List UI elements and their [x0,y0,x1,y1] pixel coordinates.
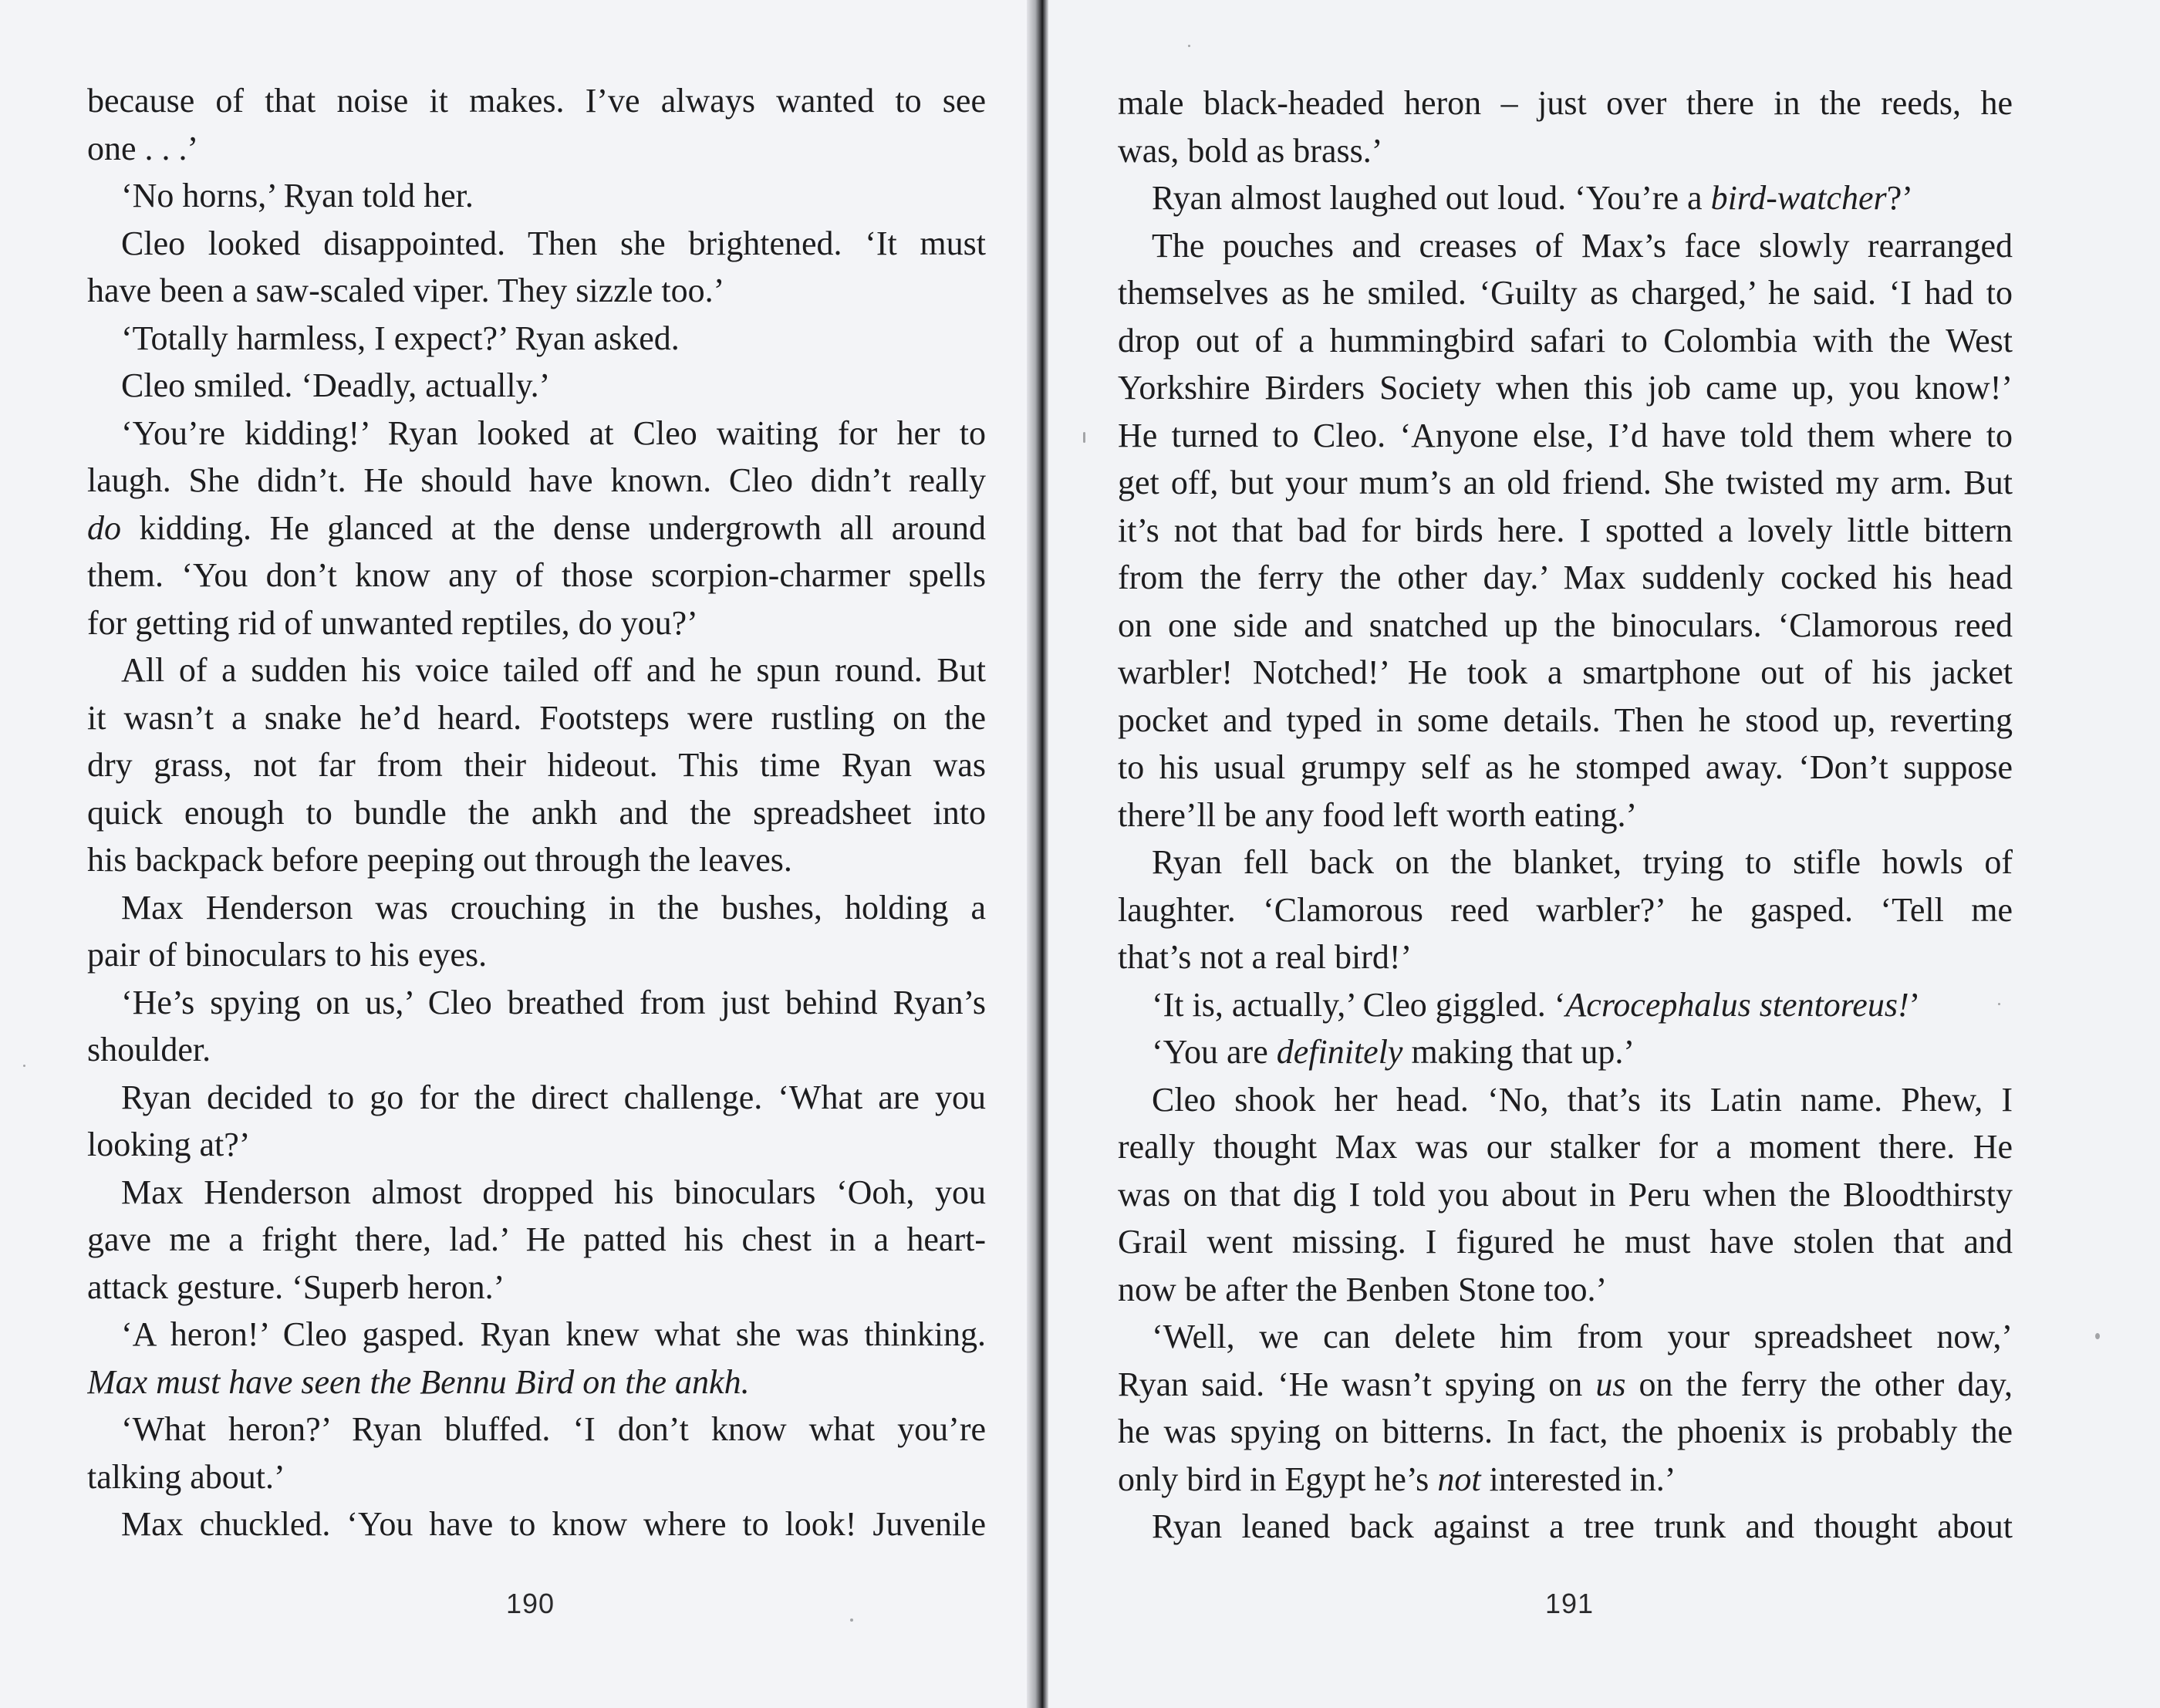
text-line [1118,1076,2013,1124]
text-run: his backpack before peeping out through the leaves. [87,841,792,879]
text-line [1118,1171,2013,1219]
text-line [1118,1361,2013,1409]
text-run: ‘No horns,’ Ryan told her. [121,177,474,214]
text-line [87,220,986,268]
text-run: dry grass, not far from their hideout. This time Ryan was [87,746,986,784]
text-line [87,1453,986,1501]
text-run: Max Henderson was crouching in the bushes, holding a [121,888,986,927]
text-line [1118,412,2013,460]
text-run: one . . .’ [87,129,199,167]
text-line [87,646,986,694]
text-run: them. ‘You don’t know any of those scorpion-charmer spells [87,556,986,594]
text-line [1118,1408,2013,1456]
text-line [1118,507,2013,555]
text-line [87,1121,986,1169]
text-line [87,789,986,837]
text-run: Ryan fell back on the blanket, trying to stifle howls of [1152,843,2013,881]
text-run: he was spying on bitterns. In fact, the phoenix is probably the [1118,1413,2013,1450]
text-line [87,599,986,647]
text-line [87,1500,986,1548]
text-line [87,979,986,1027]
text-line [87,172,986,220]
text-run: interested in.’ [1480,1460,1676,1498]
text-run: quick enough to bundle the ankh and the spreadsheet into [87,793,986,832]
text-line [1118,459,2013,507]
italic-text: definitely [1276,1033,1403,1071]
text-run: get off, but your mum’s an old friend. She twisted my arm. But [1118,464,2013,501]
text-run: Grail went missing. I figured he must have stolen that and [1118,1223,2013,1261]
italic-text: not [1437,1460,1481,1498]
text-line [87,1406,986,1453]
text-run: Ryan almost laughed out loud. ‘You’re a [1152,179,1711,217]
italic-text: bird-watcher [1710,179,1887,217]
scan-speck [1188,45,1190,47]
text-line [87,315,986,363]
text-run: really thought Max was our stalker for a moment there. He [1118,1128,2013,1166]
text-run: gave me a fright there, lad.’ He patted his chest in a heart- [87,1220,986,1258]
text-run: laughter. ‘Clamorous reed warbler?’ he gasped. ‘Tell me [1118,890,2013,929]
text-line [87,362,986,410]
text-run: Ryan decided to go for the direct challenge. ‘What are you [121,1078,986,1116]
text-run: Max Henderson almost dropped his binoculars ‘Ooh, you [121,1173,986,1211]
text-run: pair of binoculars to his eyes. [87,936,488,974]
text-run: laugh. She didn’t. He should have known. Cleo didn’t really [87,461,986,499]
text-run: Ryan said. ‘He wasn’t spying on [1118,1365,1596,1403]
text-run: Cleo looked disappointed. Then she brightened. ‘It must [121,224,986,262]
text-run: ‘Totally harmless, I expect?’ Ryan asked. [121,319,680,357]
text-run: on the ferry the other day, [1625,1365,2013,1403]
text-run: ‘He’s spying on us,’ Cleo breathed from just behind Ryan’s [121,983,986,1021]
text-run: Ryan leaned back against a tree trunk and thought about [1152,1507,2013,1545]
text-run: The pouches and creases of Max’s face slowly rearranged [1152,226,2013,265]
text-run: only bird in Egypt he’s [1118,1460,1438,1498]
text-line [87,267,986,315]
text-line [87,694,986,742]
text-line [1118,1028,2013,1076]
text-run: themselves as he smiled. ‘Guilty as charged,’ he said. ‘I had to [1118,274,2013,312]
right-page-text [1118,79,2013,1551]
text-run: ‘You’re kidding!’ Ryan looked at Cleo waiting for her to [121,413,986,452]
text-run: have been a saw-scaled viper. They sizzle too.’ [87,272,725,309]
text-line [87,1169,986,1217]
text-line [87,125,986,173]
text-run: looking at?’ [87,1126,251,1163]
text-line [1118,1313,2013,1361]
text-line [1118,839,2013,886]
text-run: that’s not a real bird!’ [1118,938,1412,976]
italic-text: do [87,508,121,547]
text-run: was on that dig I told you about in Peru when the Bloodthirsty [1118,1175,2013,1213]
text-run: it wasn’t a snake he’d heard. Footsteps were rustling on the [87,698,986,737]
text-line [87,836,986,884]
text-run: making that up.’ [1402,1033,1635,1071]
text-line [1118,981,2013,1029]
text-run: male black-headed heron – just over there in the reeds, he [1118,84,2013,122]
text-run: ‘Well, we can delete him from your spreadsheet now,’ [1152,1318,2013,1355]
text-run: to his usual grumpy self as he stomped away. ‘Don’t suppose [1118,748,2013,786]
text-line [1118,317,2013,365]
text-run: All of a sudden his voice tailed off and he spun round. But [121,651,986,689]
text-run: now be after the Benben Stone too.’ [1118,1270,1608,1308]
text-line [87,1026,986,1074]
text-line [1118,886,2013,934]
text-run: ‘It is, actually,’ Cleo giggled. ‘ [1152,985,1566,1024]
text-run: Yorkshire Birders Society when this job came up, you know!’ [1118,369,2013,407]
text-line [1118,1218,2013,1266]
text-line [1118,792,2013,839]
text-run: attack gesture. ‘Superb heron.’ [87,1267,505,1306]
text-run: Max chuckled. ‘You have to know where to look! Juvenile [121,1505,986,1543]
scan-speck [23,1065,25,1067]
scan-speck [2095,1333,2100,1339]
text-line [87,410,986,457]
scan-speck [1083,432,1085,443]
text-run: for getting rid of unwanted reptiles, do you?’ [87,603,698,642]
text-run: warbler! Notched!’ He took a smartphone out of his jacket [1118,653,2013,691]
text-run: ‘You are [1152,1033,1277,1071]
text-line [87,931,986,979]
text-run: was, bold as brass.’ [1118,131,1383,170]
text-line [87,1216,986,1264]
text-run: Cleo smiled. ‘Deadly, actually.’ [121,366,551,404]
italic-text: Acrocephalus stentoreus! [1565,985,1909,1024]
text-line [1118,269,2013,317]
text-line [87,552,986,599]
text-run: because of that noise it makes. I’ve always wanted to see [87,82,986,120]
text-line [1118,79,2013,127]
text-line [87,1074,986,1122]
text-run: talking about.’ [87,1457,285,1496]
text-run: drop out of a hummingbird safari to Colombia with the West [1118,321,2013,359]
text-line [87,1311,986,1359]
text-line [1118,744,2013,792]
text-line [1118,554,2013,602]
text-line [1118,602,2013,650]
left-page-text [87,77,986,1548]
text-run: there’ll be any food left worth eating.’ [1118,795,1638,834]
text-line [87,457,986,505]
text-line [1118,933,2013,981]
text-line [1118,1123,2013,1171]
text-run: shoulder. [87,1031,211,1068]
page-number-right: 191 [1545,1588,1595,1619]
text-run: ‘What heron?’ Ryan bluffed. ‘I don’t know what you’re [121,1410,986,1448]
text-line [1118,1266,2013,1314]
text-line [87,1359,986,1406]
text-line [1118,222,2013,270]
text-line [87,884,986,932]
text-line [87,77,986,125]
text-run: He turned to Cleo. ‘Anyone else, I’d have told them where to [1118,416,2013,454]
right-page [1044,0,2160,1708]
text-line [1118,1456,2013,1504]
text-run: pocket and typed in some details. Then he stood up, reverting [1118,700,2013,739]
text-line [87,741,986,789]
text-run: on one side and snatched up the binoculars. ‘Clamorous reed [1118,606,2013,644]
text-line [1118,364,2013,412]
text-line [1118,1503,2013,1551]
text-run: Cleo shook her head. ‘No, that’s its Latin name. Phew, I [1152,1080,2013,1119]
page-number-left: 190 [506,1588,555,1619]
left-page [0,0,1038,1708]
text-run: ‘A heron!’ Cleo gasped. Ryan knew what she was thinking. [121,1315,986,1353]
text-run: it’s not that bad for birds here. I spotted a lovely little bittern [1118,511,2013,549]
text-run: ’ [1909,985,1921,1024]
text-line [1118,127,2013,175]
text-line [87,1264,986,1311]
text-run: ?’ [1886,179,1913,217]
scan-speck [850,1619,853,1622]
italic-text: us [1595,1365,1626,1403]
scan-speck [1998,1003,2000,1005]
book-gutter [1027,0,1048,1708]
text-run: kidding. He glanced at the dense undergrowth all around [121,508,986,547]
text-line [87,505,986,552]
text-run: from the ferry the other day.’ Max suddenly cocked his head [1118,559,2013,596]
text-line [1118,649,2013,697]
text-line [1118,174,2013,222]
text-line [1118,697,2013,744]
italic-text: Max must have seen the Bennu Bird on the ankh. [87,1362,750,1401]
